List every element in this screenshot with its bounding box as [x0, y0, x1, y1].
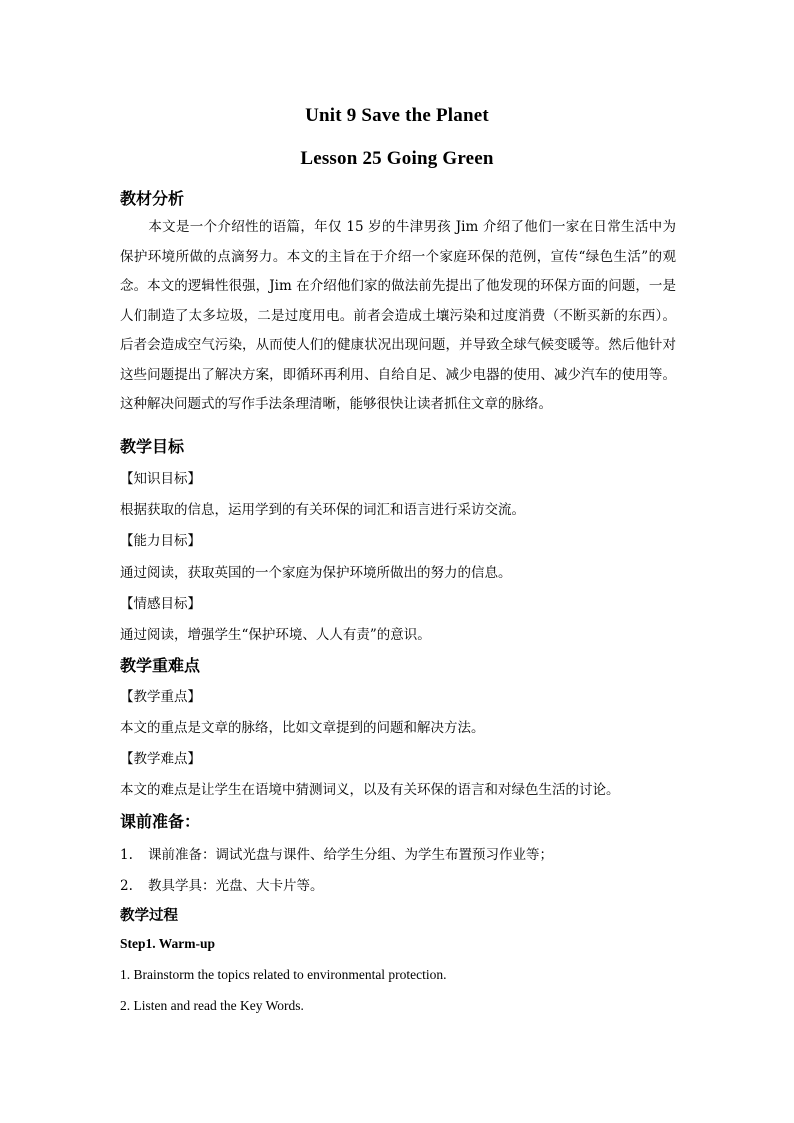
step1-line-2: 2. Listen and read the Key Words. [120, 998, 304, 1013]
label-knowledge-goal: 【知识目标】 [120, 471, 201, 487]
heading-key-difficult-points: 教学重难点 [120, 656, 201, 675]
heading-teaching-goals: 教学目标 [120, 437, 185, 456]
prep-item-2-text: 教具学具：光盘、大卡片等。 [148, 878, 324, 894]
text-emotion-goal: 通过阅读，增强学生“保护环境、人人有责”的意识。 [120, 627, 431, 643]
prep-item-1-number: 1. [120, 847, 133, 863]
step1-heading: Step1. Warm-up [120, 936, 216, 951]
textbook-analysis-paragraph [120, 213, 676, 420]
label-key-point: 【教学重点】 [120, 689, 201, 705]
unit-title: Unit 9 Save the Planet [305, 105, 489, 126]
step1-line-1: 1. Brainstorm the topics related to environmental protection. [120, 967, 447, 982]
textbook-analysis-text: 本文是一个介绍性的语篇，年仅 15 岁的牛津男孩 Jim 介绍了他们一家在日常生活中为保护环境所做的点滴努力。本文的主旨在于介绍一个家庭环保的范例，宣传“绿色生活”的观念。本文的逻辑性很强，Jim 在介绍他们家的做法前先提出了他发现的环保方面的问题，一是人们制造了太多垃圾，二是过度用电。前者会造成土壤污染和过度消费（不断买新的东西）。后者会造成空气污染，从而使人们的健康状况出现问题，并导致全球气候变暖等。然后他针对这些问题提出了解决方案，即循环再利用、自给自足、减少电器的使用、减少汽车的使用等。这种解决问题式的写作手法条理清晰，能够很快让读者抓住文章的脉络。 [120, 219, 676, 412]
heading-teaching-process: 教学过程 [120, 907, 178, 924]
prep-item-1-text: 课前准备：调试光盘与课件、给学生分组、为学生布置预习作业等； [148, 847, 553, 863]
label-ability-goal: 【能力目标】 [120, 533, 201, 549]
text-knowledge-goal: 根据获取的信息，运用学到的有关环保的词汇和语言进行采访交流。 [120, 502, 525, 518]
label-emotion-goal: 【情感目标】 [120, 596, 201, 612]
prep-item-2 [120, 874, 324, 894]
prep-item-1 [120, 843, 553, 863]
text-difficult-point: 本文的难点是让学生在语境中猜测词义，以及有关环保的语言和对绿色生活的讨论。 [120, 782, 620, 798]
label-difficult-point: 【教学难点】 [120, 751, 201, 767]
lesson-title: Lesson 25 Going Green [300, 148, 494, 169]
heading-textbook-analysis: 教材分析 [120, 189, 185, 208]
text-ability-goal: 通过阅读，获取英国的一个家庭为保护环境所做出的努力的信息。 [120, 565, 512, 581]
heading-preparation: 课前准备： [120, 812, 201, 831]
prep-item-2-number: 2. [120, 878, 133, 894]
text-key-point: 本文的重点是文章的脉络，比如文章提到的问题和解决方法。 [120, 720, 485, 736]
